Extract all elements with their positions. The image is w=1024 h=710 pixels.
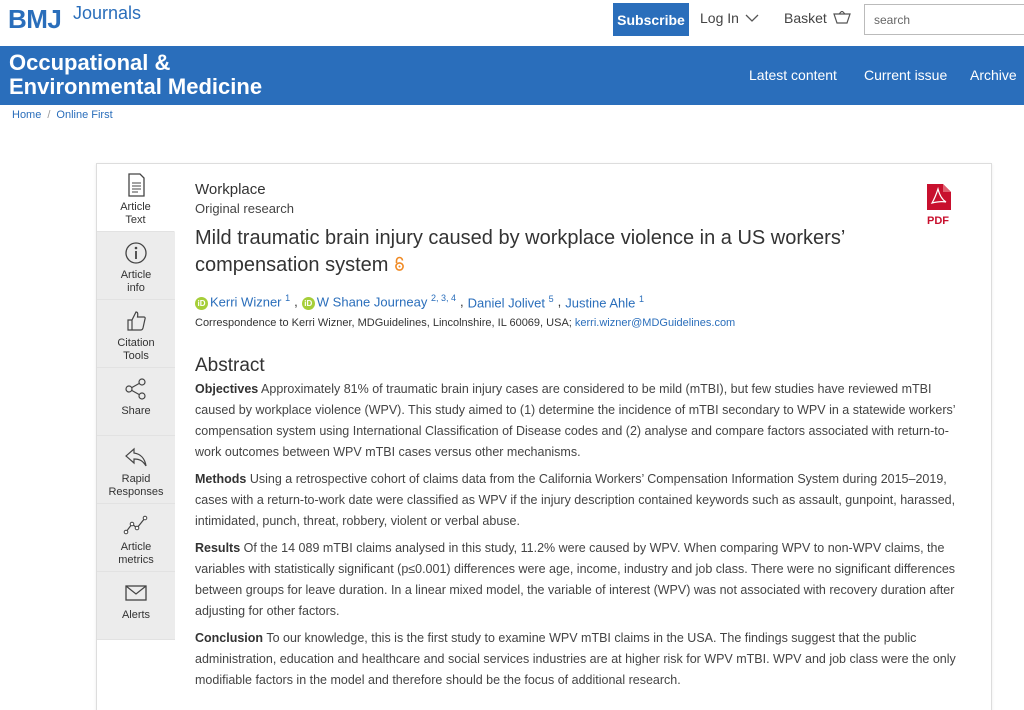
author[interactable] (468, 294, 554, 310)
tool-label: Rapid (121, 473, 151, 485)
tool-label: Share (121, 405, 151, 417)
tool-alerts[interactable] (97, 572, 175, 640)
author-affiliation: 2, 3, 4 (430, 293, 457, 303)
author-name: Justine Ahle (565, 294, 636, 310)
abstract-section-text: Approximately 81% of traumatic brain injury cases are considered to be mild (mTBI), but few studies have reviewed mTBI caused by workplace violence (WPV). This study aimed to (1) determine the incidence of mTBI secondary to WPV in a statewide workers’ compensation system using International Classification of Disease codes and (2) analyse and compare factors associated with return-to-work outcomes between WPV mTBI cases versus other mechanisms. (195, 382, 956, 460)
author-name: Daniel Jolivet (467, 294, 545, 310)
article-section[interactable]: Workplace (195, 181, 266, 198)
abstract-section-label: Methods (195, 472, 247, 487)
article-type: Original research (195, 201, 294, 216)
correspondence-text: Correspondence to Kerri Wizner, MDGuidelines, Lincolnshire, IL 60069, USA; (195, 317, 572, 330)
basket-label: Basket (784, 10, 827, 26)
search-input[interactable] (864, 4, 1024, 35)
orcid-icon[interactable]: iD (302, 297, 315, 310)
author-separator: , (557, 294, 562, 310)
orcid-icon[interactable]: iD (195, 297, 208, 310)
breadcrumb (12, 109, 113, 121)
breadcrumb-online-first[interactable]: Online First (56, 109, 113, 121)
abstract-section-label: Conclusion (195, 631, 264, 646)
article-text-icon (123, 172, 149, 198)
author-affiliation: 1 (638, 293, 644, 304)
abstract-section-text: Of the 14 089 mTBI claims analysed in this study, 11.2% were caused by WPV. When comparing WPV to non-WPV claims, the variables with statistically significant (p≤0.001) differences were age, income, industry and job class. There were no significant differences between groups for leave duration. In a linear mixed model, the variable of interest (WPV) was not associated with recovery duration after adjusting for other factors. (195, 541, 956, 619)
share-icon (123, 376, 149, 402)
abstract-section-text: Using a retrospective cohort of claims data from the California Workers’ Compensation Information System during 2015–2019, cases with a return-to-work date were classified as WPV if the injury description contained keywords such as assault, gunpoint, harassed, intimidated, punch, threat, robbery, violent or verbal abuse. (195, 472, 956, 529)
journals-logo-text[interactable]: Journals (73, 3, 142, 23)
correspondence-email-link[interactable]: kerri.wizner@MDGuidelines.com (574, 317, 736, 330)
author[interactable] (302, 293, 456, 310)
tool-article-text[interactable] (97, 164, 175, 232)
author-name: Kerri Wizner (210, 294, 282, 310)
tool-label: metrics (118, 554, 154, 566)
tool-article-info[interactable] (97, 232, 175, 300)
basket-button[interactable] (784, 10, 851, 26)
pdf-label: PDF (927, 215, 949, 227)
tool-label: Article (120, 269, 152, 281)
abstract-methods (195, 469, 965, 532)
correspondence (195, 317, 965, 329)
abstract-objectives (195, 379, 965, 463)
open-access-icon (394, 252, 405, 279)
tool-article-metrics[interactable] (97, 504, 175, 572)
tool-label: Article (120, 201, 151, 213)
article-title-text: Mild traumatic brain injury caused by workplace violence in a US workers’ compensation system (195, 227, 845, 276)
metrics-icon (123, 512, 149, 538)
article-card (96, 163, 992, 710)
abstract-conclusion (195, 628, 965, 691)
journal-banner (0, 46, 1024, 105)
abstract-section-text: To our knowledge, this is the first study to examine WPV mTBI claims in the USA. The findings suggest that the public administration, education and healthcare and social services industries are at higher risk for WPV mTBI. WPV and job class were the only modifiable factors in the model and therefore should be the focus of additional research. (195, 631, 956, 688)
article-title (195, 225, 875, 279)
author-separator: , (294, 294, 298, 310)
envelope-icon (123, 580, 149, 606)
reply-icon (123, 444, 149, 470)
nav-archive[interactable]: Archive (970, 67, 1017, 83)
tool-share[interactable] (97, 368, 175, 436)
login-button[interactable] (700, 10, 759, 26)
tool-label: Tools (123, 350, 149, 362)
article-content (195, 181, 965, 691)
tool-label: Citation (117, 337, 155, 349)
top-bar (0, 0, 1024, 46)
subscribe-button[interactable]: Subscribe (613, 3, 689, 36)
info-icon (123, 240, 149, 266)
tool-label: Text (125, 214, 146, 226)
author-name: W Shane Journeay (316, 294, 428, 310)
abstract-results (195, 538, 965, 622)
abstract-section-label: Results (195, 541, 241, 556)
tool-citation-tools[interactable] (97, 300, 175, 368)
journal-title-line2: Environmental Medicine (9, 74, 263, 99)
tool-label: info (127, 282, 145, 294)
author[interactable] (565, 294, 644, 310)
author-separator: , (460, 294, 464, 310)
breadcrumb-separator: / (47, 109, 51, 121)
journal-title-line1: Occupational & (9, 50, 171, 75)
author[interactable] (195, 293, 290, 310)
tool-label: Responses (108, 486, 164, 498)
author-affiliation: 1 (285, 293, 291, 303)
author-list (195, 293, 965, 310)
breadcrumb-home[interactable]: Home (12, 109, 42, 121)
nav-current-issue[interactable]: Current issue (864, 67, 948, 83)
author-affiliation: 5 (548, 293, 554, 304)
journal-title[interactable] (9, 51, 262, 99)
article-tools-sidebar (97, 164, 175, 640)
abstract-section-label: Objectives (195, 382, 259, 397)
tool-label: Alerts (121, 609, 151, 621)
abstract-heading: Abstract (195, 355, 265, 377)
chevron-down-icon (745, 13, 759, 23)
nav-latest-content[interactable]: Latest content (749, 67, 837, 83)
tool-rapid-responses[interactable] (97, 436, 175, 504)
tool-label: Article (120, 541, 152, 553)
login-label: Log In (700, 10, 739, 26)
thumbs-up-icon (123, 308, 149, 334)
bmj-logo[interactable]: BMJ (8, 4, 62, 34)
basket-icon (833, 11, 851, 25)
